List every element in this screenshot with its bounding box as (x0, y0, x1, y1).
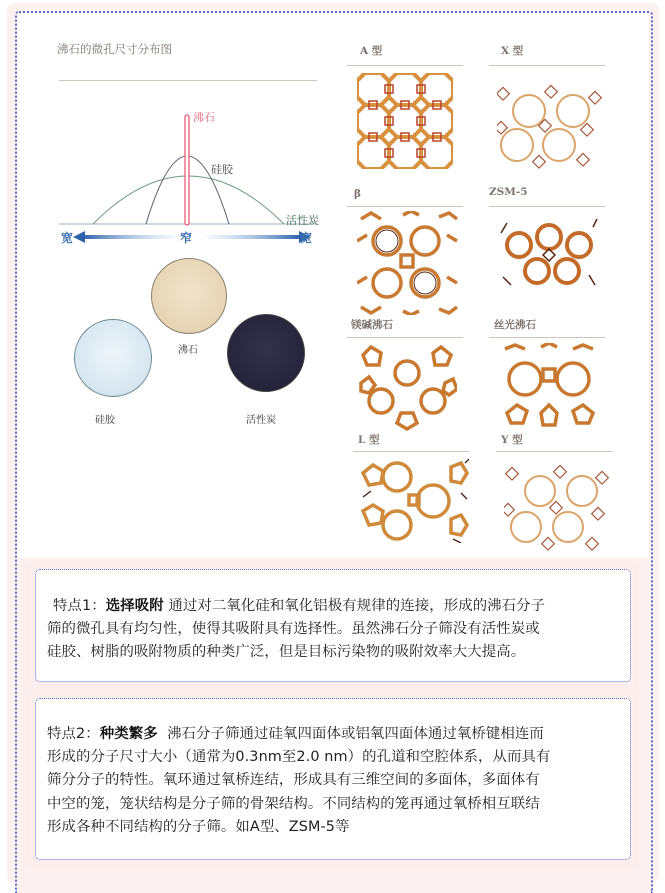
feature-line: 形成各种不同结构的分子筛。如A型、ZSM-5等 (47, 818, 350, 835)
feature-line-text: 通过对二氧化硅和氧化铝极有规律的连接，形成的沸石分子 (168, 598, 546, 614)
lattice-label-l: L 型 (358, 434, 380, 446)
lattice-rule (347, 65, 463, 66)
lattice-y-type-image (504, 465, 610, 551)
feature-line (47, 595, 620, 618)
zeolite-figure (17, 13, 649, 558)
feature-text (47, 723, 620, 839)
silica-gel-sample-image (74, 319, 152, 397)
lattice-x-type-image (497, 83, 603, 169)
lattice-mordenite-image (499, 343, 599, 429)
chart-title: 沸石的微孔尺寸分布图 (57, 42, 172, 56)
feature-line (47, 723, 620, 746)
feature-box-inner (35, 569, 631, 682)
zeolite-spike (185, 115, 189, 225)
feature-line: 筛分分子的特性。氧环通过氧桥连结，形成具有三维空间的多面体，多面体有 (47, 772, 540, 789)
activated-carbon-sample-caption: 活性炭 (246, 415, 276, 426)
arrow-right-shaft (207, 235, 299, 239)
lattice-label-a: A 型 (360, 45, 383, 57)
silica-gel-series-label: 硅胶 (211, 163, 233, 176)
zeolite-sample-image (151, 258, 227, 334)
lattice-rule (353, 451, 469, 452)
feature-title: 种类繁多 (99, 726, 158, 742)
axis-label-narrow: 窄 (180, 231, 193, 245)
zeolite-series-label: 沸石 (193, 111, 215, 124)
axis-label-wide-left: 宽 (61, 231, 74, 245)
lattice-label-ferrierite: 镁碱沸石 (351, 319, 393, 331)
arrow-left-shaft (83, 235, 175, 239)
arrow-left-head (73, 231, 85, 243)
lattice-rule (347, 206, 463, 207)
feature-text (47, 595, 620, 665)
feature-title: 选择吸附 (105, 598, 164, 614)
lattice-rule (496, 451, 612, 452)
lattice-label-x: X 型 (501, 45, 524, 57)
lattice-ferrierite-image (357, 343, 457, 431)
silica-gel-sample-caption: 硅胶 (95, 415, 115, 426)
feature-line: 中空的笼，笼状结构是分子筛的骨架结构。不同结构的笼再通过氧桥相互联结 (47, 795, 540, 812)
feature-prefix: 特点2： (47, 726, 100, 742)
lattice-label-zsm5: ZSM-5 (489, 186, 528, 198)
lattice-rule (489, 65, 605, 66)
lattice-rule (347, 337, 463, 338)
feature-line: 形成的分子尺寸大小（通常为0.3nm至2.0 nm）的孔道和空腔体系，从而具有 (47, 749, 551, 766)
feature-line: 硅胶、树脂的吸附物质的种类广泛，但是目标污染物的吸附效率大大提高。 (47, 644, 526, 661)
lattice-zsm5-image (497, 213, 601, 293)
chart-title-rule (59, 80, 317, 81)
feature-box-inner (35, 698, 631, 860)
feature-line: 筛的微孔具有均匀性，使得其吸附具有选择性。虽然沸石分子筛没有活性炭或 (47, 621, 540, 638)
feature-box-selective-adsorption (27, 561, 639, 690)
axis-label-wide-right: 宽 (300, 231, 313, 245)
feature-box-variety (27, 690, 639, 868)
lattice-rule (489, 206, 605, 207)
feature-prefix: 特点1： (53, 598, 106, 614)
activated-carbon-sample-image (227, 314, 305, 392)
lattice-label-beta: β (354, 188, 361, 200)
zeolite-sample-caption: 沸石 (178, 345, 198, 356)
feature-line-text: 沸石分子筛通过硅氧四面体或铝氧四面体通过氧桥键相连而 (167, 726, 544, 742)
lattice-label-y: Y 型 (501, 434, 523, 446)
lattice-rule (489, 337, 605, 338)
lattice-a-type-image (357, 73, 453, 169)
lattice-label-mordenite: 丝光沸石 (494, 319, 536, 331)
lattice-l-type-image (357, 459, 469, 543)
activated-carbon-series-label: 活性炭 (286, 214, 319, 227)
lattice-beta-image (357, 211, 461, 315)
